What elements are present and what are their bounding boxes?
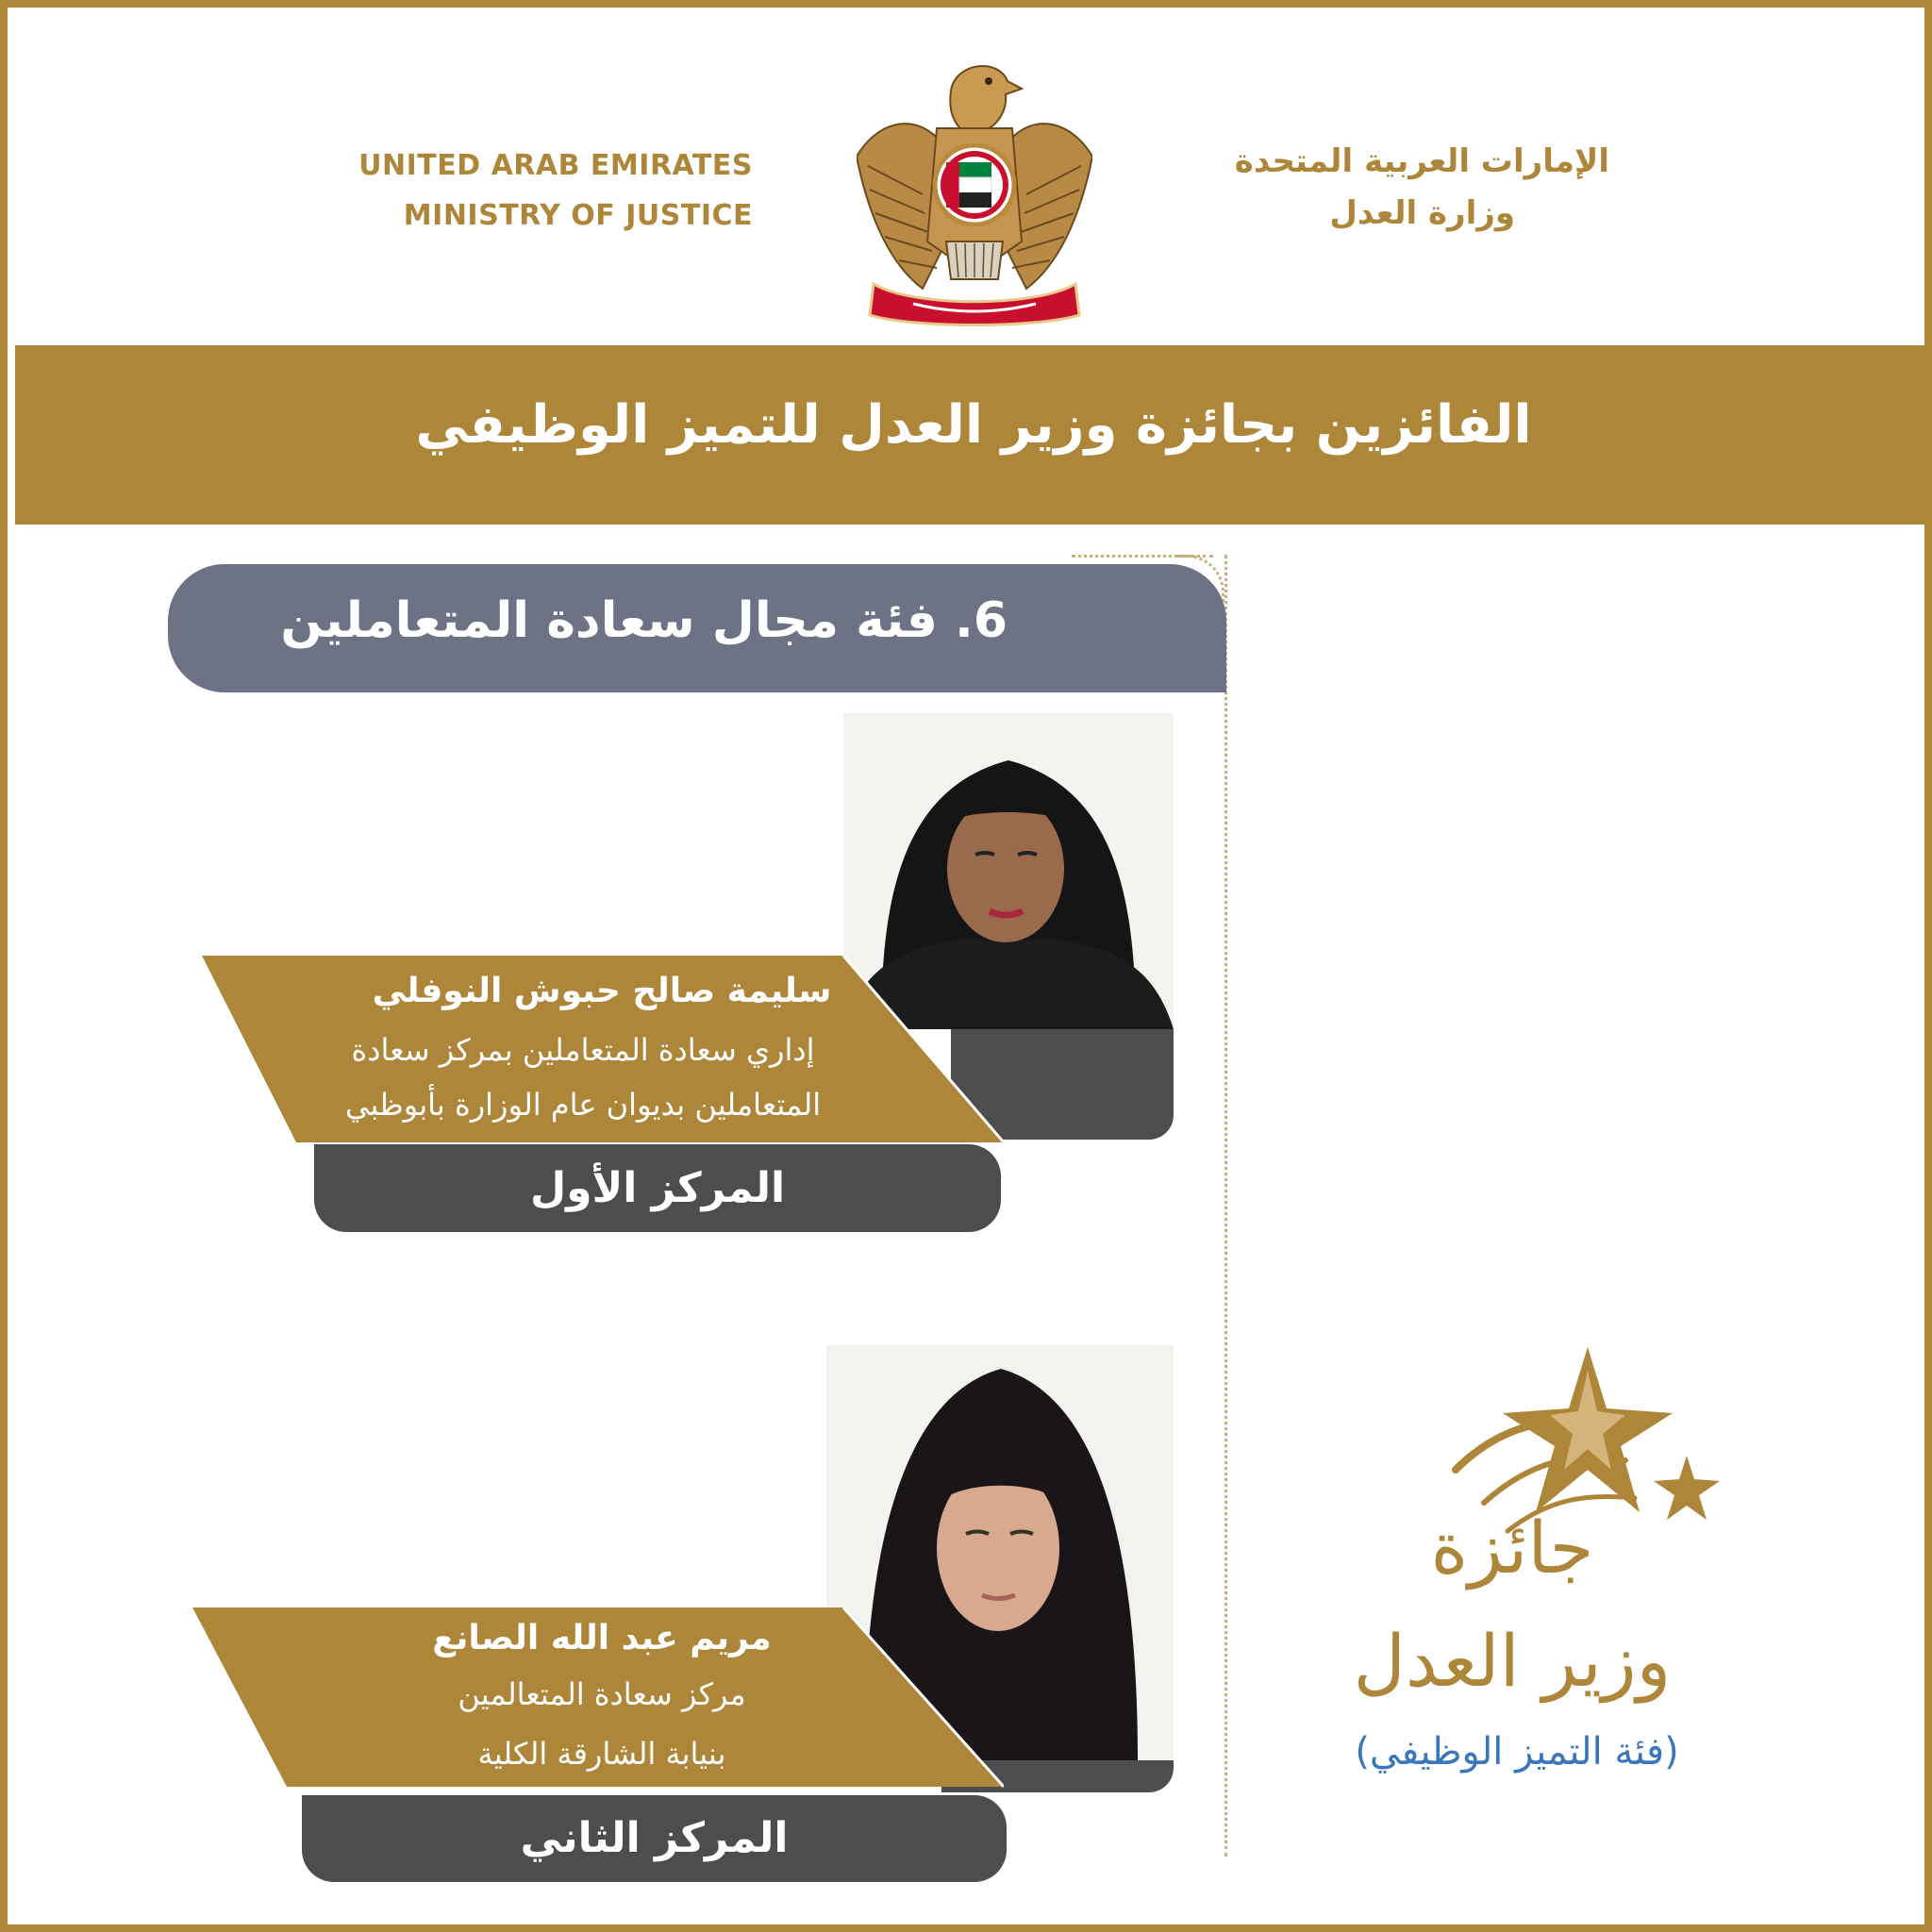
award-word-prize: جائزة (1430, 1506, 1594, 1590)
winner-1-desc-line2: المتعاملين بديوان عام الوزارة بأبوظبي (344, 1087, 822, 1123)
winner-2-rank: المركز الثاني (302, 1795, 1007, 1882)
category-title: 6. فئة مجال سعادة المتعاملين (280, 592, 1008, 649)
winner-1-desc-line1: إداري سعادة المتعاملين بمركز سعادة (351, 1032, 815, 1068)
category-header (168, 564, 1226, 692)
award-word-minister: وزير العدل (1353, 1619, 1672, 1703)
winner-2-desc-line1: مركز سعادة المتعالمين (458, 1676, 746, 1712)
dotted-connector-vertical (1224, 555, 1227, 1857)
header-ar-line1: الإمارات العربية المتحدة (1234, 142, 1609, 180)
header-en-line1: UNITED ARAB EMIRATES (358, 149, 753, 182)
header-ar-line2: وزارة العدل (1329, 194, 1515, 232)
page-title: الفائزين بجائزة وزير العدل للتميز الوظيفي (415, 394, 1532, 456)
title-band (15, 345, 1932, 525)
award-category-subtitle: (فئة التميز الوظيفي) (1355, 1730, 1679, 1774)
uae-falcon-emblem-icon (857, 53, 1092, 328)
header-en-line2: MINISTRY OF JUSTICE (403, 199, 753, 232)
winner-2-desc-line2: بنيابة الشارقة الكلية (477, 1736, 726, 1772)
winner-1-name: سليمة صالح حبوش النوفلي (372, 972, 832, 1010)
winner-1-rank: المركز الأول (314, 1144, 1001, 1232)
winner-2-name: مريم عبد الله الصانع (432, 1619, 772, 1657)
